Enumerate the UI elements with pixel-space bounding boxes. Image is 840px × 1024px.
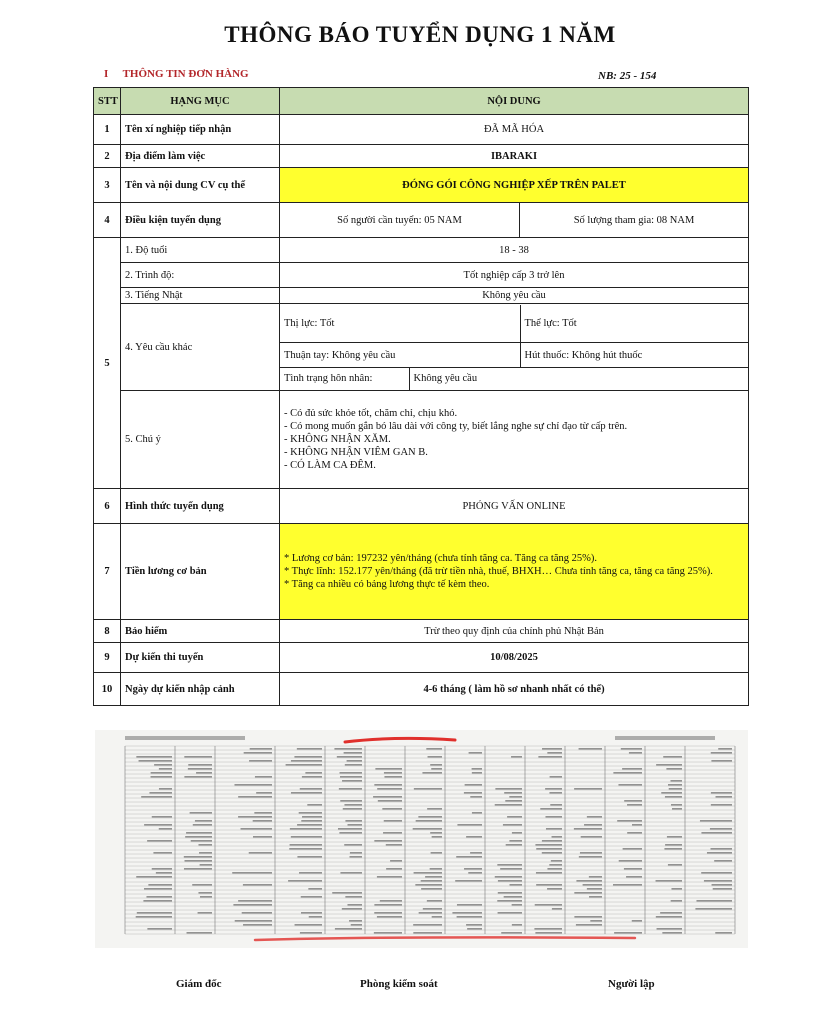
page-title: THÔNG BÁO TUYỂN DỤNG 1 NĂM — [224, 22, 616, 47]
participant-count: Số lượng tham gia: 08 NAM — [520, 203, 749, 238]
salary-line: * Thực lĩnh: 152.177 yên/tháng (đã trừ tiền nhà, thuế, BHXH… Chưa tính tăng ca, tăng ca tăng 25%). — [284, 566, 713, 577]
notes-list — [280, 391, 749, 489]
job-description-value: ĐÓNG GÓI CÔNG NGHIỆP XẾP TRÊN PALET — [280, 168, 749, 203]
marital-label: Tình trạng hôn nhân: — [280, 368, 409, 390]
salary-details — [280, 524, 749, 620]
payslip-table-graphic — [95, 730, 748, 948]
row-stt: 2 — [94, 145, 121, 168]
row-label: Điều kiện tuyển dụng — [121, 203, 280, 238]
table-header-row — [94, 88, 749, 115]
row-label: Tiền lương cơ bản — [121, 524, 280, 620]
row-label: Dự kiến thi tuyển — [121, 643, 280, 673]
marital-value: Không yêu cầu — [413, 373, 478, 385]
notes-label: 5. Chú ý — [121, 391, 280, 489]
education-label: 2. Trình độ: — [121, 263, 280, 288]
table-row — [94, 115, 749, 145]
section-heading — [104, 68, 249, 80]
signature-director: Giám đốc — [176, 978, 222, 990]
row-label: Ngày dự kiến nhập cảnh — [121, 673, 280, 706]
row-stt: 1 — [94, 115, 121, 145]
note-item: - CÓ LÀM CA ĐÊM. — [284, 460, 376, 471]
payslip-scan-image — [95, 730, 748, 948]
row-label: Hình thức tuyển dụng — [121, 489, 280, 524]
row-stt: 5 — [94, 238, 121, 489]
row-label: Tên và nội dung CV cụ thể — [121, 168, 280, 203]
row-value: Trừ theo quy định của chính phủ Nhật Bản — [280, 620, 749, 643]
header-content: NỘI DUNG — [280, 88, 749, 115]
table-row — [94, 168, 749, 203]
salary-line: * Tăng ca nhiều có bảng lương thực tế kèm theo. — [284, 579, 490, 590]
row-stt: 6 — [94, 489, 121, 524]
table-row — [94, 391, 749, 489]
fitness-value: Thể lực: Tốt — [520, 305, 749, 343]
needed-count: Số người cần tuyển: 05 NAM — [280, 203, 520, 238]
row-stt: 8 — [94, 620, 121, 643]
education-value: Tốt nghiệp cấp 3 trở lên — [280, 263, 749, 288]
age-label: 1. Độ tuổi — [121, 238, 280, 263]
japanese-label: 3. Tiếng Nhật — [121, 288, 280, 304]
other-requirements-grid — [280, 305, 749, 390]
row-label: Bảo hiểm — [121, 620, 280, 643]
row-value: PHỎNG VẤN ONLINE — [280, 489, 749, 524]
section-number: I — [104, 68, 109, 80]
row-value: 10/08/2025 — [280, 643, 749, 673]
table-row — [94, 643, 749, 673]
header-stt: STT — [94, 88, 121, 115]
table-row — [94, 145, 749, 168]
table-row — [94, 673, 749, 706]
row-stt: 9 — [94, 643, 121, 673]
row-value: 4-6 tháng ( làm hồ sơ nhanh nhất có thể) — [280, 673, 749, 706]
table-row — [94, 304, 749, 391]
header-category: HẠNG MỤC — [121, 88, 280, 115]
row-value: ĐÃ MÃ HÓA — [280, 115, 749, 145]
row-value: IBARAKI — [280, 145, 749, 168]
table-row — [94, 489, 749, 524]
table-row — [94, 238, 749, 263]
recruitment-table — [93, 87, 749, 706]
row-stt: 10 — [94, 673, 121, 706]
note-item: - Có mong muốn gắn bó lâu dài với công ty, biết lắng nghe sự chỉ đạo từ cấp trên. — [284, 421, 628, 432]
note-item: - Có đủ sức khỏe tốt, chăm chỉ, chịu khó. — [284, 408, 458, 419]
signature-preparer: Người lập — [608, 978, 655, 990]
handedness-value: Thuận tay: Không yêu cầu — [280, 343, 520, 368]
row-stt: 7 — [94, 524, 121, 620]
salary-line: * Lương cơ bản: 197232 yên/tháng (chưa tính tăng ca. Tăng ca tăng 25%). — [284, 553, 597, 564]
signature-control: Phòng kiểm soát — [360, 978, 438, 990]
other-requirements-cell — [280, 304, 749, 391]
row-stt: 4 — [94, 203, 121, 238]
row-label: Địa điểm làm việc — [121, 145, 280, 168]
smoking-value: Hút thuốc: Không hút thuốc — [520, 343, 749, 368]
section-label: THÔNG TIN ĐƠN HÀNG — [122, 68, 249, 80]
other-requirements-label: 4. Yêu cầu khác — [121, 304, 280, 391]
row-stt: 3 — [94, 168, 121, 203]
table-row — [94, 620, 749, 643]
age-value: 18 - 38 — [280, 238, 749, 263]
table-row — [94, 288, 749, 304]
order-number: NB: 25 - 154 — [598, 70, 657, 82]
eyesight-value: Thị lực: Tốt — [280, 305, 520, 343]
row-label: Tên xí nghiệp tiếp nhận — [121, 115, 280, 145]
japanese-value: Không yêu cầu — [280, 288, 749, 304]
table-row — [94, 203, 749, 238]
note-item: - KHÔNG NHẬN VIÊM GAN B. — [284, 447, 428, 458]
table-row — [94, 524, 749, 620]
note-item: - KHÔNG NHẬN XĂM. — [284, 434, 391, 445]
table-row — [94, 263, 749, 288]
